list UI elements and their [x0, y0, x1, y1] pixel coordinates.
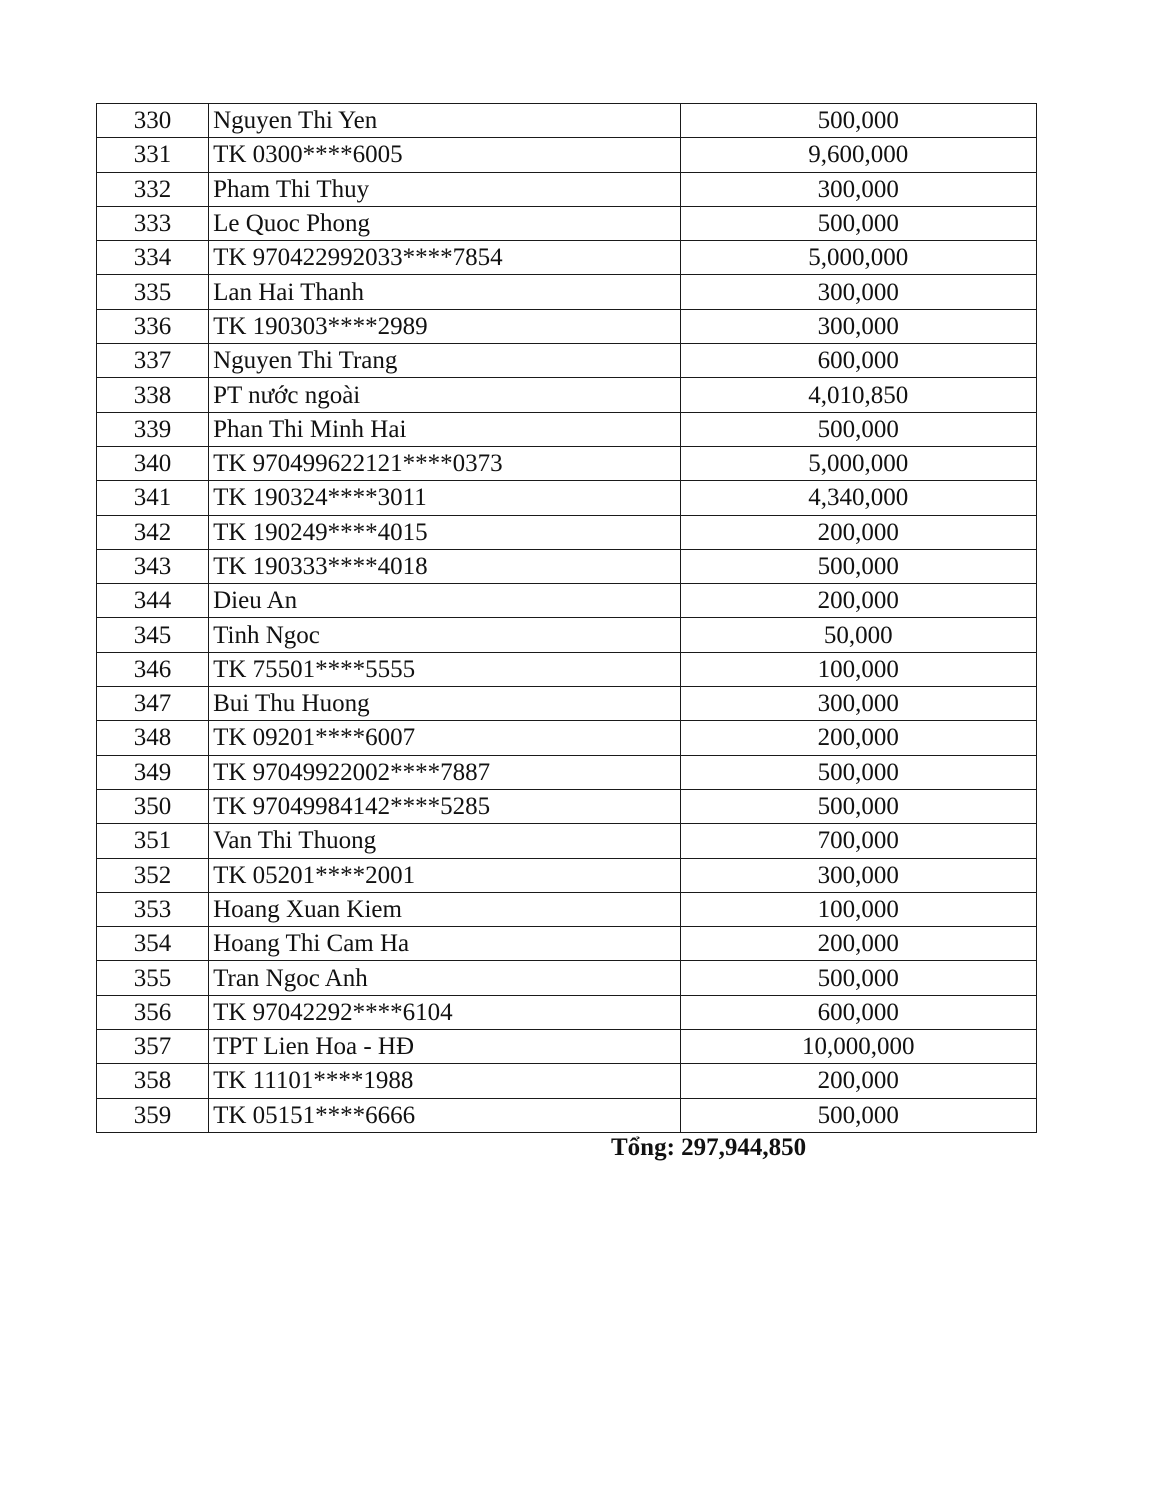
donor-name: PT nước ngoài — [209, 378, 681, 412]
total-value: 297,944,850 — [681, 1134, 807, 1161]
row-number: 357 — [97, 1030, 209, 1064]
table-row — [97, 1098, 1037, 1132]
donation-amount: 500,000 — [680, 549, 1036, 583]
table-row — [97, 618, 1037, 652]
donor-name: Dieu An — [209, 584, 681, 618]
row-number: 343 — [97, 549, 209, 583]
table-row — [97, 892, 1037, 926]
row-number: 339 — [97, 412, 209, 446]
row-number: 333 — [97, 206, 209, 240]
table-row — [97, 515, 1037, 549]
donor-name: Tinh Ngoc — [209, 618, 681, 652]
table-row — [97, 378, 1037, 412]
donation-amount: 5,000,000 — [680, 241, 1036, 275]
donation-amount: 300,000 — [680, 309, 1036, 343]
donor-name: TK 97049922002****7887 — [209, 755, 681, 789]
row-number: 352 — [97, 858, 209, 892]
donation-amount: 600,000 — [680, 344, 1036, 378]
row-number: 353 — [97, 892, 209, 926]
table-row — [97, 446, 1037, 480]
donation-amount: 100,000 — [680, 892, 1036, 926]
table-row — [97, 206, 1037, 240]
table-row — [97, 412, 1037, 446]
donor-name: TK 75501****5555 — [209, 652, 681, 686]
table-row — [97, 652, 1037, 686]
row-number: 354 — [97, 927, 209, 961]
donation-amount: 4,010,850 — [680, 378, 1036, 412]
donation-amount: 500,000 — [680, 104, 1036, 138]
donation-amount: 200,000 — [680, 1064, 1036, 1098]
donation-amount: 500,000 — [680, 206, 1036, 240]
donor-name: TK 970422992033****7854 — [209, 241, 681, 275]
row-number: 344 — [97, 584, 209, 618]
donation-amount: 300,000 — [680, 172, 1036, 206]
donation-amount: 500,000 — [680, 1098, 1036, 1132]
donor-name: TK 09201****6007 — [209, 721, 681, 755]
table-row — [97, 858, 1037, 892]
table-row — [97, 275, 1037, 309]
table-row — [97, 995, 1037, 1029]
table-row — [97, 549, 1037, 583]
total-label: Tổng: — [611, 1134, 675, 1161]
row-number: 356 — [97, 995, 209, 1029]
row-number: 359 — [97, 1098, 209, 1132]
donation-amount: 10,000,000 — [680, 1030, 1036, 1064]
donation-amount: 500,000 — [680, 755, 1036, 789]
row-number: 349 — [97, 755, 209, 789]
donation-amount: 9,600,000 — [680, 138, 1036, 172]
donation-amount: 100,000 — [680, 652, 1036, 686]
donor-name: TK 0300****6005 — [209, 138, 681, 172]
row-number: 330 — [97, 104, 209, 138]
donor-name: Phan Thi Minh Hai — [209, 412, 681, 446]
row-number: 331 — [97, 138, 209, 172]
donation-amount: 500,000 — [680, 412, 1036, 446]
donor-name: TK 05201****2001 — [209, 858, 681, 892]
row-number: 340 — [97, 446, 209, 480]
donor-name: TK 11101****1988 — [209, 1064, 681, 1098]
table-body — [97, 104, 1037, 1133]
row-number: 342 — [97, 515, 209, 549]
row-number: 337 — [97, 344, 209, 378]
donation-amount: 4,340,000 — [680, 481, 1036, 515]
table-row — [97, 241, 1037, 275]
donor-name: TK 97049984142****5285 — [209, 789, 681, 823]
table-row — [97, 309, 1037, 343]
row-number: 348 — [97, 721, 209, 755]
donation-table — [96, 103, 1037, 1133]
donor-name: TK 97042292****6104 — [209, 995, 681, 1029]
table-row — [97, 927, 1037, 961]
row-number: 336 — [97, 309, 209, 343]
row-number: 358 — [97, 1064, 209, 1098]
table-row — [97, 1030, 1037, 1064]
table-row — [97, 344, 1037, 378]
donor-name: Bui Thu Huong — [209, 687, 681, 721]
donor-name: Pham Thi Thuy — [209, 172, 681, 206]
donor-name: TK 190324****3011 — [209, 481, 681, 515]
table-row — [97, 789, 1037, 823]
row-number: 350 — [97, 789, 209, 823]
donor-name: TK 190303****2989 — [209, 309, 681, 343]
table-row — [97, 721, 1037, 755]
donor-name: Le Quoc Phong — [209, 206, 681, 240]
row-number: 351 — [97, 824, 209, 858]
donation-amount: 600,000 — [680, 995, 1036, 1029]
donor-name: Tran Ngoc Anh — [209, 961, 681, 995]
donor-name: Nguyen Thi Yen — [209, 104, 681, 138]
donation-amount: 50,000 — [680, 618, 1036, 652]
row-number: 335 — [97, 275, 209, 309]
donor-name: TK 190249****4015 — [209, 515, 681, 549]
row-number: 346 — [97, 652, 209, 686]
donor-name: Lan Hai Thanh — [209, 275, 681, 309]
donor-name: Hoang Thi Cam Ha — [209, 927, 681, 961]
donation-amount: 300,000 — [680, 858, 1036, 892]
row-number: 355 — [97, 961, 209, 995]
table-row — [97, 687, 1037, 721]
donor-name: TK 970499622121****0373 — [209, 446, 681, 480]
donation-amount: 500,000 — [680, 789, 1036, 823]
table-row — [97, 824, 1037, 858]
table-row — [97, 755, 1037, 789]
donor-name: Nguyen Thi Trang — [209, 344, 681, 378]
table-row — [97, 1064, 1037, 1098]
donation-amount: 200,000 — [680, 721, 1036, 755]
table-row — [97, 104, 1037, 138]
row-number: 347 — [97, 687, 209, 721]
donation-amount: 200,000 — [680, 515, 1036, 549]
row-number: 341 — [97, 481, 209, 515]
total-line — [611, 1134, 806, 1162]
donor-name: TK 190333****4018 — [209, 549, 681, 583]
donation-amount: 300,000 — [680, 687, 1036, 721]
donation-amount: 700,000 — [680, 824, 1036, 858]
donor-name: TPT Lien Hoa - HĐ — [209, 1030, 681, 1064]
donor-name: Van Thi Thuong — [209, 824, 681, 858]
table-row — [97, 138, 1037, 172]
donation-amount: 500,000 — [680, 961, 1036, 995]
row-number: 332 — [97, 172, 209, 206]
donation-amount: 200,000 — [680, 927, 1036, 961]
donor-name: Hoang Xuan Kiem — [209, 892, 681, 926]
table-row — [97, 481, 1037, 515]
row-number: 338 — [97, 378, 209, 412]
donation-amount: 300,000 — [680, 275, 1036, 309]
row-number: 345 — [97, 618, 209, 652]
table-row — [97, 961, 1037, 995]
donation-amount: 5,000,000 — [680, 446, 1036, 480]
table-row — [97, 172, 1037, 206]
table-row — [97, 584, 1037, 618]
donation-amount: 200,000 — [680, 584, 1036, 618]
donor-name: TK 05151****6666 — [209, 1098, 681, 1132]
row-number: 334 — [97, 241, 209, 275]
